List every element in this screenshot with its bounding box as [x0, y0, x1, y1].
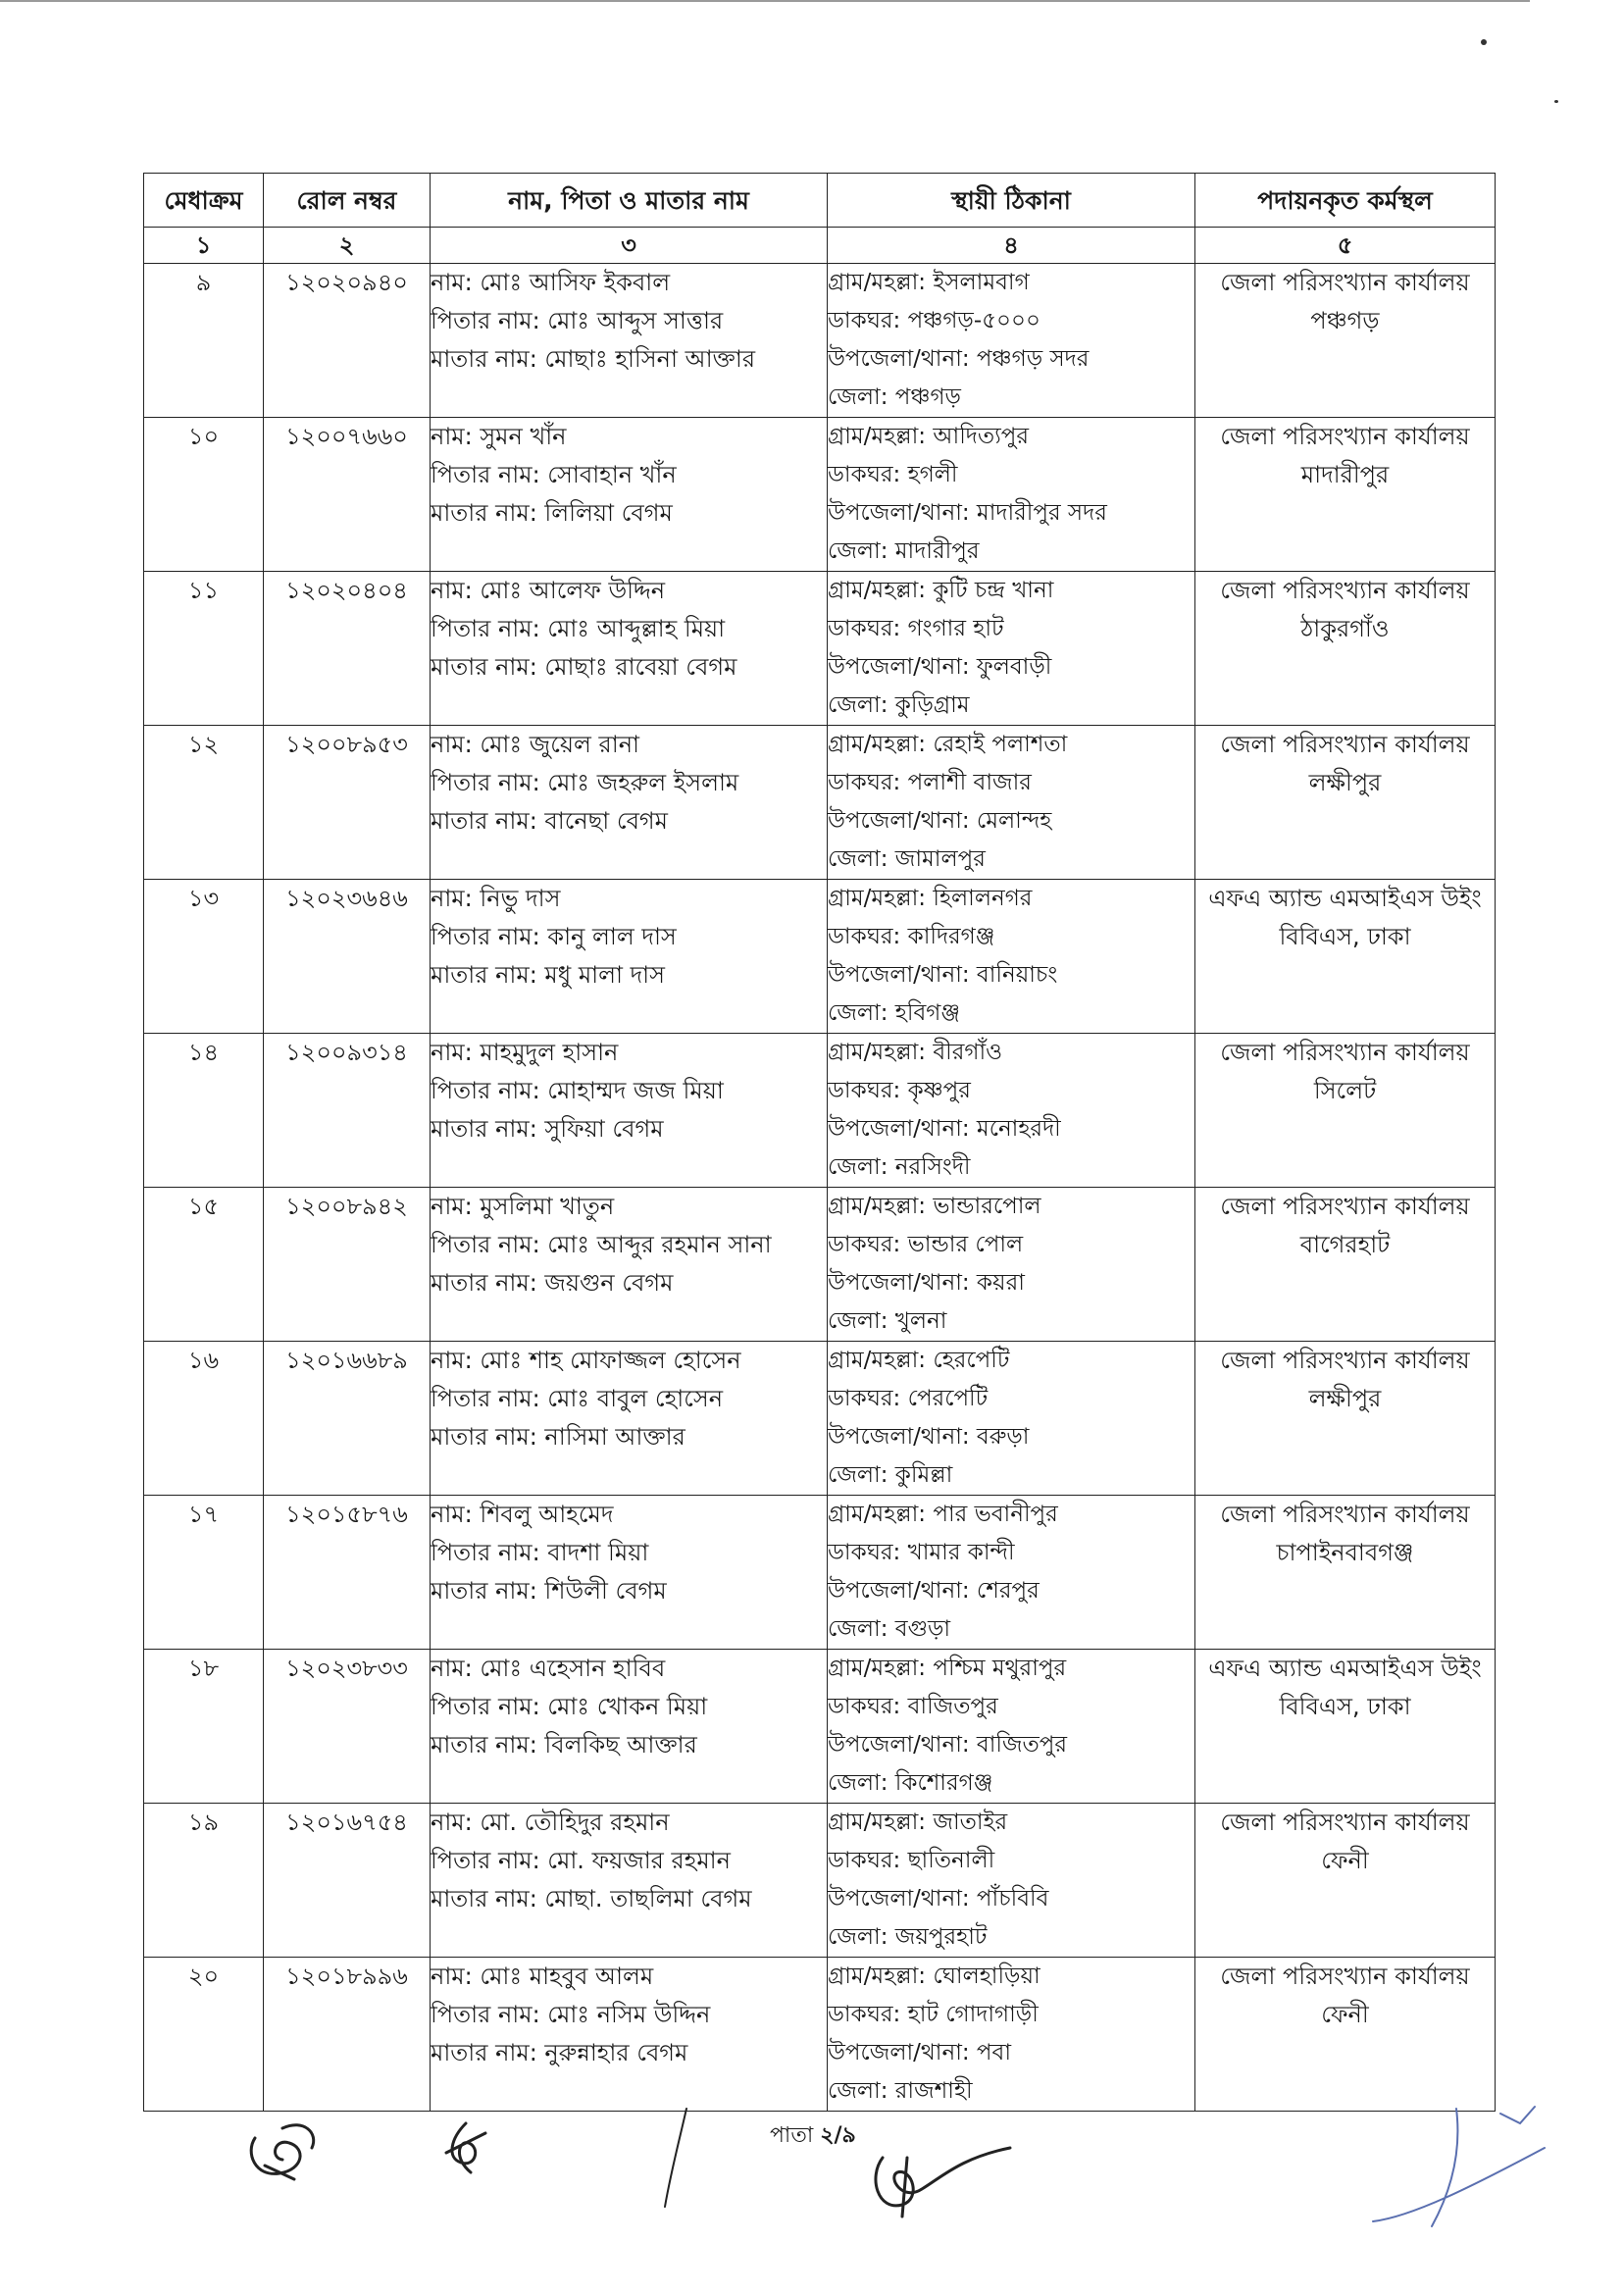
address-cell — [828, 1496, 1195, 1650]
names-cell — [431, 1188, 828, 1342]
address-village: গ্রাম/মহল্লা: ঘোলহাড়িয়া — [828, 1963, 1040, 1989]
candidate-name: নাম: মাহমুদুল হাসান — [431, 1039, 619, 1066]
address-district: জেলা: পঞ্চগড় — [828, 384, 961, 410]
merit-cell — [144, 418, 264, 572]
roll-number: ১২০০৮৯৫৩ — [285, 731, 408, 758]
mother-name: মাতার নাম: মোছাঃ হাসিনা আক্তার — [431, 345, 756, 373]
address-post-office: ডাকঘর: হগলী — [828, 462, 958, 487]
roll-cell — [264, 1188, 431, 1342]
address-district: জেলা: বগুড়া — [828, 1616, 951, 1642]
roll-cell — [264, 418, 431, 572]
posting-location: সিলেট — [1313, 1077, 1377, 1104]
posting-place-cell — [1195, 1496, 1496, 1650]
header-merit: মেধাক্রম — [144, 174, 264, 228]
roll-number: ১২০২৩৮৩৩ — [285, 1655, 408, 1682]
address-upazila: উপজেলা/থানা: পঞ্চগড় সদর — [828, 346, 1090, 372]
names-cell — [431, 1804, 828, 1958]
candidate-name: নাম: মোঃ আলেফ উদ্দিন — [431, 577, 666, 604]
merit-cell — [144, 1342, 264, 1496]
posting-location: চাপাইনবাবগঞ্জ — [1276, 1539, 1414, 1566]
address-cell — [828, 880, 1195, 1034]
address-village: গ্রাম/মহল্লা: জাতাইর — [828, 1810, 1008, 1835]
posting-location: ফেনী — [1321, 1847, 1369, 1874]
father-name: পিতার নাম: মোহাম্মদ জজ মিয়া — [431, 1077, 724, 1104]
table-row — [144, 1342, 1496, 1496]
address-village: গ্রাম/মহল্লা: পার ভবানীপুর — [828, 1502, 1058, 1527]
merit-number: ১৩ — [187, 885, 220, 912]
merit-number: ১৮ — [187, 1655, 220, 1682]
roll-number: ১২০২৩৬৪৬ — [285, 885, 408, 912]
header-posting-place: পদায়নকৃত কর্মস্থল — [1195, 174, 1496, 228]
address-upazila: উপজেলা/থানা: বানিয়াচং — [828, 962, 1058, 988]
merit-cell — [144, 1496, 264, 1650]
posting-location: মাদারীপুর — [1300, 461, 1390, 488]
merit-number: ১২ — [187, 731, 220, 758]
posting-office: জেলা পরিসংখ্যান কার্যালয় — [1220, 423, 1470, 450]
address-cell — [828, 572, 1195, 726]
address-village: গ্রাম/মহল্লা: হিলালনগর — [828, 886, 1033, 911]
posting-location: বিবিএস, ঢাকা — [1279, 1693, 1411, 1720]
mother-name: মাতার নাম: লিলিয়া বেগম — [431, 499, 673, 527]
mother-name: মাতার নাম: সুফিয়া বেগম — [431, 1115, 664, 1143]
address-cell — [828, 264, 1195, 418]
address-cell — [828, 1188, 1195, 1342]
posting-office: জেলা পরিসংখ্যান কার্যালয় — [1220, 1501, 1470, 1528]
merit-number: ১১ — [187, 577, 220, 604]
address-village: গ্রাম/মহল্লা: পশ্চিম মথুরাপুর — [828, 1656, 1067, 1681]
candidate-name: নাম: মোঃ এহেসান হাবিব — [431, 1655, 666, 1682]
posting-location: বিবিএস, ঢাকা — [1279, 923, 1411, 950]
roll-number: ১২০২০৪০৪ — [285, 577, 408, 604]
address-upazila: উপজেলা/থানা: পাঁচবিবি — [828, 1886, 1049, 1912]
candidate-name: নাম: শিবলু আহমেদ — [431, 1501, 614, 1528]
address-post-office: ডাকঘর: কৃষ্ণপুর — [828, 1078, 971, 1103]
posting-place-cell — [1195, 1804, 1496, 1958]
posting-place-cell — [1195, 572, 1496, 726]
posting-office: জেলা পরিসংখ্যান কার্যালয় — [1220, 1963, 1470, 1990]
posting-place-cell — [1195, 1342, 1496, 1496]
father-name: পিতার নাম: মোঃ আব্দুর রহমান সানা — [431, 1231, 772, 1258]
initial-signature-2 — [431, 2114, 500, 2182]
address-village: গ্রাম/মহল্লা: ভান্ডারপোল — [828, 1194, 1041, 1219]
candidate-name: নাম: মো. তৌহিদুর রহমান — [431, 1809, 670, 1836]
father-name: পিতার নাম: মো. ফয়জার রহমান — [431, 1847, 731, 1874]
father-name: পিতার নাম: মোঃ জহরুল ইসলাম — [431, 769, 739, 796]
posting-location: বাগেরহাট — [1299, 1231, 1391, 1258]
header-names: নাম, পিতা ও মাতার নাম — [431, 174, 828, 228]
names-cell — [431, 880, 828, 1034]
column-number: ৫ — [1195, 228, 1496, 264]
address-post-office: ডাকঘর: গংগার হাট — [828, 616, 1004, 641]
address-cell — [828, 1958, 1195, 2112]
header-address: স্থায়ী ঠিকানা — [828, 174, 1195, 228]
roll-number: ১২০১৬৭৫৪ — [285, 1809, 408, 1836]
posting-place-cell — [1195, 1034, 1496, 1188]
names-cell — [431, 572, 828, 726]
table-header-row — [144, 174, 1496, 228]
merit-number: ৯ — [195, 269, 212, 296]
posting-location: পঞ্চগড় — [1310, 307, 1380, 334]
table-row — [144, 726, 1496, 880]
posting-office: জেলা পরিসংখ্যান কার্যালয় — [1220, 577, 1470, 604]
address-village: গ্রাম/মহল্লা: আদিত্যপুর — [828, 424, 1030, 449]
posting-location: ফেনী — [1321, 2001, 1369, 2028]
table-row — [144, 1958, 1496, 2112]
table-row — [144, 1034, 1496, 1188]
merit-number: ১৭ — [187, 1501, 220, 1528]
merit-cell — [144, 1188, 264, 1342]
address-village: গ্রাম/মহল্লা: ইসলামবাগ — [828, 270, 1030, 295]
roll-number: ১২০২০৯৪০ — [285, 269, 408, 296]
roll-cell — [264, 572, 431, 726]
table-row — [144, 1804, 1496, 1958]
address-cell — [828, 418, 1195, 572]
address-upazila: উপজেলা/থানা: পবা — [828, 2040, 1012, 2065]
address-post-office: ডাকঘর: ছাতিনালী — [828, 1848, 995, 1873]
address-post-office: ডাকঘর: খামার কান্দী — [828, 1540, 1015, 1565]
address-upazila: উপজেলা/থানা: মেলান্দহ — [828, 808, 1052, 834]
posting-place-cell — [1195, 418, 1496, 572]
candidate-name: নাম: মোঃ আসিফ ইকবাল — [431, 269, 671, 296]
mother-name: মাতার নাম: বানেছা বেগম — [431, 807, 668, 835]
posting-location: ঠাকুরগাঁও — [1300, 615, 1390, 642]
address-village: গ্রাম/মহল্লা: কুটি চন্দ্র খানা — [828, 578, 1054, 603]
candidate-name: নাম: নিভু দাস — [431, 885, 561, 912]
table-row — [144, 572, 1496, 726]
posting-office: এফএ অ্যান্ড এমআইএস উইং — [1208, 1655, 1482, 1682]
posting-office: এফএ অ্যান্ড এমআইএস উইং — [1208, 885, 1482, 912]
posting-location: লক্ষীপুর — [1308, 769, 1382, 796]
address-district: জেলা: কিশোরগঞ্জ — [828, 1770, 993, 1796]
address-cell — [828, 1804, 1195, 1958]
roll-number: ১২০০৭৬৬০ — [285, 423, 408, 450]
address-post-office: ডাকঘর: ভান্ডার পোল — [828, 1232, 1024, 1257]
address-district: জেলা: জামালপুর — [828, 846, 986, 872]
address-village: গ্রাম/মহল্লা: রেহাই পলাশতা — [828, 732, 1068, 757]
table-row — [144, 1188, 1496, 1342]
merit-cell — [144, 572, 264, 726]
mother-name: মাতার নাম: মোছাঃ রাবেয়া বেগম — [431, 653, 737, 681]
posting-location: লক্ষীপুর — [1308, 1385, 1382, 1412]
address-upazila: উপজেলা/থানা: কয়রা — [828, 1270, 1025, 1296]
merit-cell — [144, 1650, 264, 1804]
merit-cell — [144, 726, 264, 880]
roll-number: ১২০০৮৯৪২ — [285, 1193, 408, 1220]
roll-number: ১২০১৮৯৯৬ — [285, 1963, 408, 1990]
address-district: জেলা: মাদারীপুর — [828, 538, 980, 564]
father-name: পিতার নাম: সোবাহান খাঁন — [431, 461, 677, 488]
father-name: পিতার নাম: কানু লাল দাস — [431, 923, 677, 950]
names-cell — [431, 1342, 828, 1496]
merit-cell — [144, 264, 264, 418]
mother-name: মাতার নাম: নুরুন্নাহার বেগম — [431, 2039, 688, 2066]
mother-name: মাতার নাম: শিউলী বেগম — [431, 1577, 667, 1605]
merit-cell — [144, 1034, 264, 1188]
address-upazila: উপজেলা/থানা: মাদারীপুর সদর — [828, 500, 1107, 526]
roll-cell — [264, 880, 431, 1034]
roll-cell — [264, 1804, 431, 1958]
names-cell — [431, 418, 828, 572]
merit-number: ১৯ — [187, 1809, 220, 1836]
scan-speck — [1554, 100, 1558, 103]
column-number: ৩ — [431, 228, 828, 264]
address-upazila: উপজেলা/থানা: বরুড়া — [828, 1424, 1030, 1450]
posting-office: জেলা পরিসংখ্যান কার্যালয় — [1220, 1039, 1470, 1066]
mother-name: মাতার নাম: বিলকিছ আক্তার — [431, 1731, 697, 1759]
candidate-name: নাম: সুমন খাঁন — [431, 423, 567, 450]
father-name: পিতার নাম: বাদশা মিয়া — [431, 1539, 649, 1566]
address-upazila: উপজেলা/থানা: বাজিতপুর — [828, 1732, 1068, 1758]
roll-number: ১২০১৫৮৭৬ — [285, 1501, 408, 1528]
candidate-name: নাম: মোঃ জুয়েল রানা — [431, 731, 639, 758]
posting-table — [143, 173, 1496, 2112]
table-row — [144, 1650, 1496, 1804]
address-village: গ্রাম/মহল্লা: হেরপেটি — [828, 1348, 1010, 1373]
mother-name: মাতার নাম: জয়গুন বেগম — [431, 1269, 674, 1297]
page-number-value: ২/৯ — [820, 2123, 856, 2148]
column-number: ১ — [144, 228, 264, 264]
names-cell — [431, 726, 828, 880]
table-row — [144, 880, 1496, 1034]
signature-mark — [863, 2128, 1020, 2226]
father-name: পিতার নাম: মোঃ বাবুল হোসেন — [431, 1385, 724, 1412]
signature-blue — [1363, 2099, 1559, 2236]
scan-edge-line — [0, 0, 1530, 2]
merit-number: ১৪ — [187, 1039, 220, 1066]
merit-number: ১৫ — [187, 1193, 220, 1220]
page-number — [770, 2118, 856, 2155]
names-cell — [431, 1958, 828, 2112]
posting-place-cell — [1195, 264, 1496, 418]
merit-number: ২০ — [187, 1963, 220, 1990]
column-number-row — [144, 228, 1496, 264]
address-post-office: ডাকঘর: পলাশী বাজার — [828, 770, 1032, 795]
posting-place-cell — [1195, 1650, 1496, 1804]
address-district: জেলা: হবিগঞ্জ — [828, 1000, 960, 1026]
names-cell — [431, 264, 828, 418]
roll-number: ১২০১৬৬৮৯ — [285, 1347, 408, 1374]
scan-speck — [1481, 39, 1487, 45]
pen-stroke — [657, 2104, 696, 2212]
address-district: জেলা: রাজশাহী — [828, 2078, 973, 2104]
names-cell — [431, 1034, 828, 1188]
address-district: জেলা: কুড়িগ্রাম — [828, 692, 970, 718]
posting-place-cell — [1195, 880, 1496, 1034]
posting-office: জেলা পরিসংখ্যান কার্যালয় — [1220, 731, 1470, 758]
posting-place-cell — [1195, 1188, 1496, 1342]
merit-number: ১০ — [187, 423, 220, 450]
roll-cell — [264, 1958, 431, 2112]
posting-office: জেলা পরিসংখ্যান কার্যালয় — [1220, 1193, 1470, 1220]
father-name: পিতার নাম: মোঃ খোকন মিয়া — [431, 1693, 708, 1720]
posting-place-cell — [1195, 1958, 1496, 2112]
address-district: জেলা: জয়পুরহাট — [828, 1924, 988, 1950]
roll-cell — [264, 1342, 431, 1496]
address-village: গ্রাম/মহল্লা: বীরগাঁও — [828, 1040, 1003, 1065]
names-cell — [431, 1650, 828, 1804]
address-district: জেলা: নরসিংদী — [828, 1154, 971, 1180]
roll-cell — [264, 726, 431, 880]
address-post-office: ডাকঘর: বাজিতপুর — [828, 1694, 998, 1719]
posting-office: জেলা পরিসংখ্যান কার্যালয় — [1220, 1347, 1470, 1374]
address-upazila: উপজেলা/থানা: মনোহরদী — [828, 1116, 1061, 1142]
father-name: পিতার নাম: মোঃ আব্দুল্লাহ মিয়া — [431, 615, 726, 642]
mother-name: মাতার নাম: মোছা. তাছলিমা বেগম — [431, 1885, 752, 1912]
table-row — [144, 264, 1496, 418]
address-post-office: ডাকঘর: হাট গোদাগাড়ী — [828, 2002, 1039, 2027]
header-roll: রোল নম্বর — [264, 174, 431, 228]
roll-cell — [264, 264, 431, 418]
roll-cell — [264, 1650, 431, 1804]
father-name: পিতার নাম: মোঃ আব্দুস সাত্তার — [431, 307, 724, 334]
merit-number: ১৬ — [187, 1347, 220, 1374]
table-row — [144, 1496, 1496, 1650]
address-upazila: উপজেলা/থানা: শেরপুর — [828, 1578, 1040, 1604]
names-cell — [431, 1496, 828, 1650]
posting-office: জেলা পরিসংখ্যান কার্যালয় — [1220, 269, 1470, 296]
address-cell — [828, 1650, 1195, 1804]
roll-cell — [264, 1496, 431, 1650]
posting-office: জেলা পরিসংখ্যান কার্যালয় — [1220, 1809, 1470, 1836]
mother-name: মাতার নাম: নাসিমা আক্তার — [431, 1423, 685, 1451]
address-district: জেলা: খুলনা — [828, 1308, 947, 1334]
initial-signature-1 — [235, 2109, 333, 2187]
address-post-office: ডাকঘর: পেরপেটি — [828, 1386, 989, 1411]
address-post-office: ডাকঘর: পঞ্চগড়-৫০০০ — [828, 308, 1040, 333]
address-cell — [828, 1034, 1195, 1188]
merit-cell — [144, 880, 264, 1034]
merit-cell — [144, 1958, 264, 2112]
address-cell — [828, 1342, 1195, 1496]
posting-place-cell — [1195, 726, 1496, 880]
address-post-office: ডাকঘর: কাদিরগঞ্জ — [828, 924, 995, 949]
address-upazila: উপজেলা/থানা: ফুলবাড়ী — [828, 654, 1052, 680]
roll-number: ১২০০৯৩১৪ — [285, 1039, 408, 1066]
candidate-name: নাম: মোঃ শাহ মোফাজ্জল হোসেন — [431, 1347, 741, 1374]
father-name: পিতার নাম: মোঃ নসিম উদ্দিন — [431, 2001, 711, 2028]
table-row — [144, 418, 1496, 572]
address-cell — [828, 726, 1195, 880]
column-number: ৪ — [828, 228, 1195, 264]
candidate-name: নাম: মোঃ মাহবুব আলম — [431, 1963, 654, 1990]
candidate-name: নাম: মুসলিমা খাতুন — [431, 1193, 615, 1220]
merit-cell — [144, 1804, 264, 1958]
roll-cell — [264, 1034, 431, 1188]
address-district: জেলা: কুমিল্লা — [828, 1462, 953, 1488]
page-label: পাতা — [770, 2123, 814, 2148]
column-number: ২ — [264, 228, 431, 264]
mother-name: মাতার নাম: মধু মালা দাস — [431, 961, 665, 989]
